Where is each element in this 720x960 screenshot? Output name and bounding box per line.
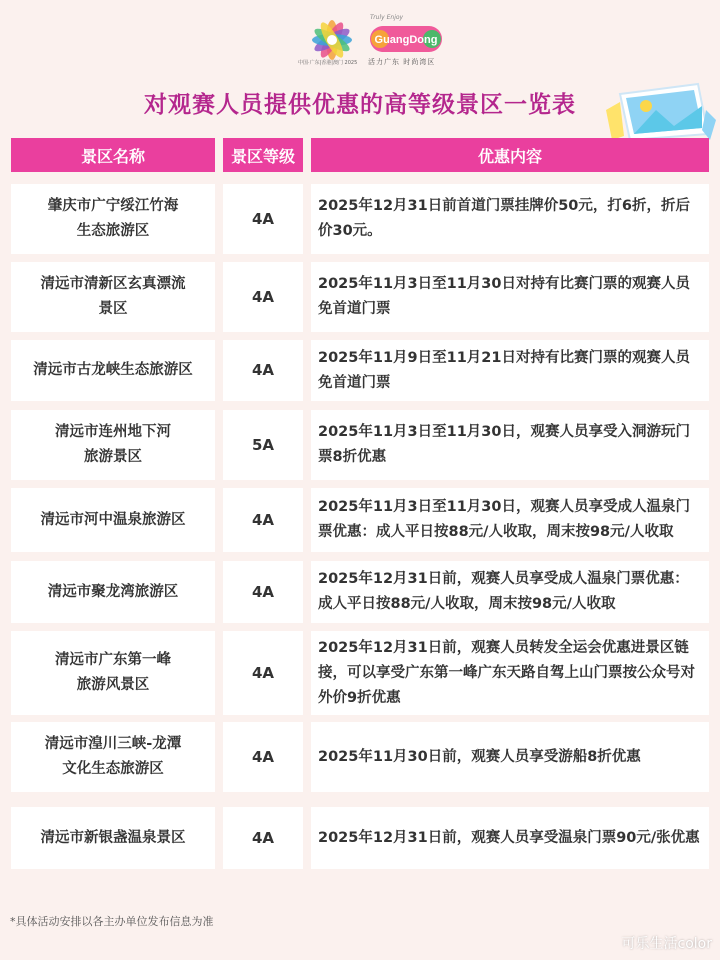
row-3-level-text: 4A [251,361,275,379]
row-8-scenic-name-text: 清远市湟川三峡-龙潭 文化生态旅游区 [44,736,182,777]
row-6-level-text: 4A [251,582,275,601]
row-2-scenic-name-text: 清远市清新区玄真漂流 景区 [40,276,186,317]
row-3-offer [311,340,709,401]
games-logo-caption: 中国·广东|香港|澳门 2025 [298,60,358,66]
row-5-scenic-name-text: 清远市河中温泉旅游区 [40,511,186,528]
row-7-level [223,631,303,715]
guangdong-slogan: 活力广东 时尚湾区 [368,58,436,66]
row-1-level-text: 4A [251,209,275,228]
row-1-level [223,184,303,254]
row-8-offer-text: 2025年11月30日前，观赛人员享受游船8折优惠 [318,748,641,765]
row-7-scenic-name-text: 清远市广东第一峰 旅游风景区 [55,652,171,693]
row-8-offer [311,722,709,792]
row-2-offer-text: 2025年11月3日至11月30日对持有比赛门票的观赛人员免首道门票 [318,276,690,317]
landscape-picture-icon [606,80,716,142]
row-2-level [223,262,303,332]
row-3-scenic-name-text: 清远市古龙峡生态旅游区 [33,362,193,378]
row-4-offer-text: 2025年11月3日至11月30日，观赛人员享受入洞游玩门票8折优惠 [318,424,690,465]
row-9-scenic-name-text: 清远市新银盏温泉景区 [40,829,186,846]
page-header [0,0,720,128]
row-1-offer [311,184,709,254]
row-8-scenic-name [11,722,215,792]
row-4-offer [311,410,709,480]
row-1-scenic-name [11,184,215,254]
row-2-level-text: 4A [251,287,275,306]
row-8-level [223,722,303,792]
page-title: 对观赛人员提供优惠的高等级景区一览表 [144,92,576,118]
row-6-scenic-name-text: 清远市聚龙湾旅游区 [47,583,179,600]
column-header-name: 景区名称 [11,138,215,172]
row-2-offer [311,262,709,332]
row-5-level [223,488,303,552]
row-5-level-text: 4A [251,510,275,529]
truly-enjoy-text: Truly Enjoy [370,14,404,21]
row-1-offer-text: 2025年12月31日前首道门票挂牌价50元，打6折，折后价30元。 [318,198,690,239]
row-7-offer [311,631,709,715]
row-4-level [223,410,303,480]
watermark: 可乐生活color [621,936,712,952]
row-9-level-text: 4A [251,828,275,847]
row-3-level [223,340,303,401]
guangdong-logo-text: GuangDong [374,34,438,46]
row-1-scenic-name-text: 肇庆市广宁绥江竹海 生态旅游区 [47,198,179,239]
row-7-offer-text: 2025年12月31日前，观赛人员转发全运会优惠进景区链接，可以享受广东第一峰广东天路自驾上山门票按公众号对外价9折优惠 [318,639,695,706]
row-2-scenic-name [11,262,215,332]
row-5-scenic-name [11,488,215,552]
row-9-offer [311,807,709,869]
row-5-offer [311,488,709,552]
row-6-offer-text: 2025年12月31日前，观赛人员享受成人温泉门票优惠：成人平日按88元/人收取，周末按98元/人收取 [318,571,689,612]
row-4-scenic-name-text: 清远市连州地下河 旅游景区 [55,424,171,465]
row-8-level-text: 4A [251,747,275,766]
row-6-scenic-name [11,561,215,623]
row-9-level [223,807,303,869]
column-header-offer: 优惠内容 [311,138,709,172]
guangdong-logo-icon [366,22,446,56]
row-9-offer-text: 2025年12月31日前，观赛人员享受温泉门票90元/张优惠 [318,829,700,846]
row-3-offer-text: 2025年11月9日至11月21日对持有比赛门票的观赛人员免首道门票 [318,349,690,391]
row-5-offer-text: 2025年11月3日至11月30日，观赛人员享受成人温泉门票优惠：成人平日按88元/人收取，周末按98元/人收取 [318,499,690,540]
row-4-scenic-name [11,410,215,480]
row-4-level-text: 5A [251,435,275,454]
row-6-offer [311,561,709,623]
footnote: *具体活动安排以各主办单位发布信息为准 [10,915,214,928]
column-header-level: 景区等级 [223,138,303,172]
row-7-scenic-name [11,631,215,715]
row-3-scenic-name [11,340,215,401]
row-6-level [223,561,303,623]
row-9-scenic-name [11,807,215,869]
row-7-level-text: 4A [251,663,275,682]
